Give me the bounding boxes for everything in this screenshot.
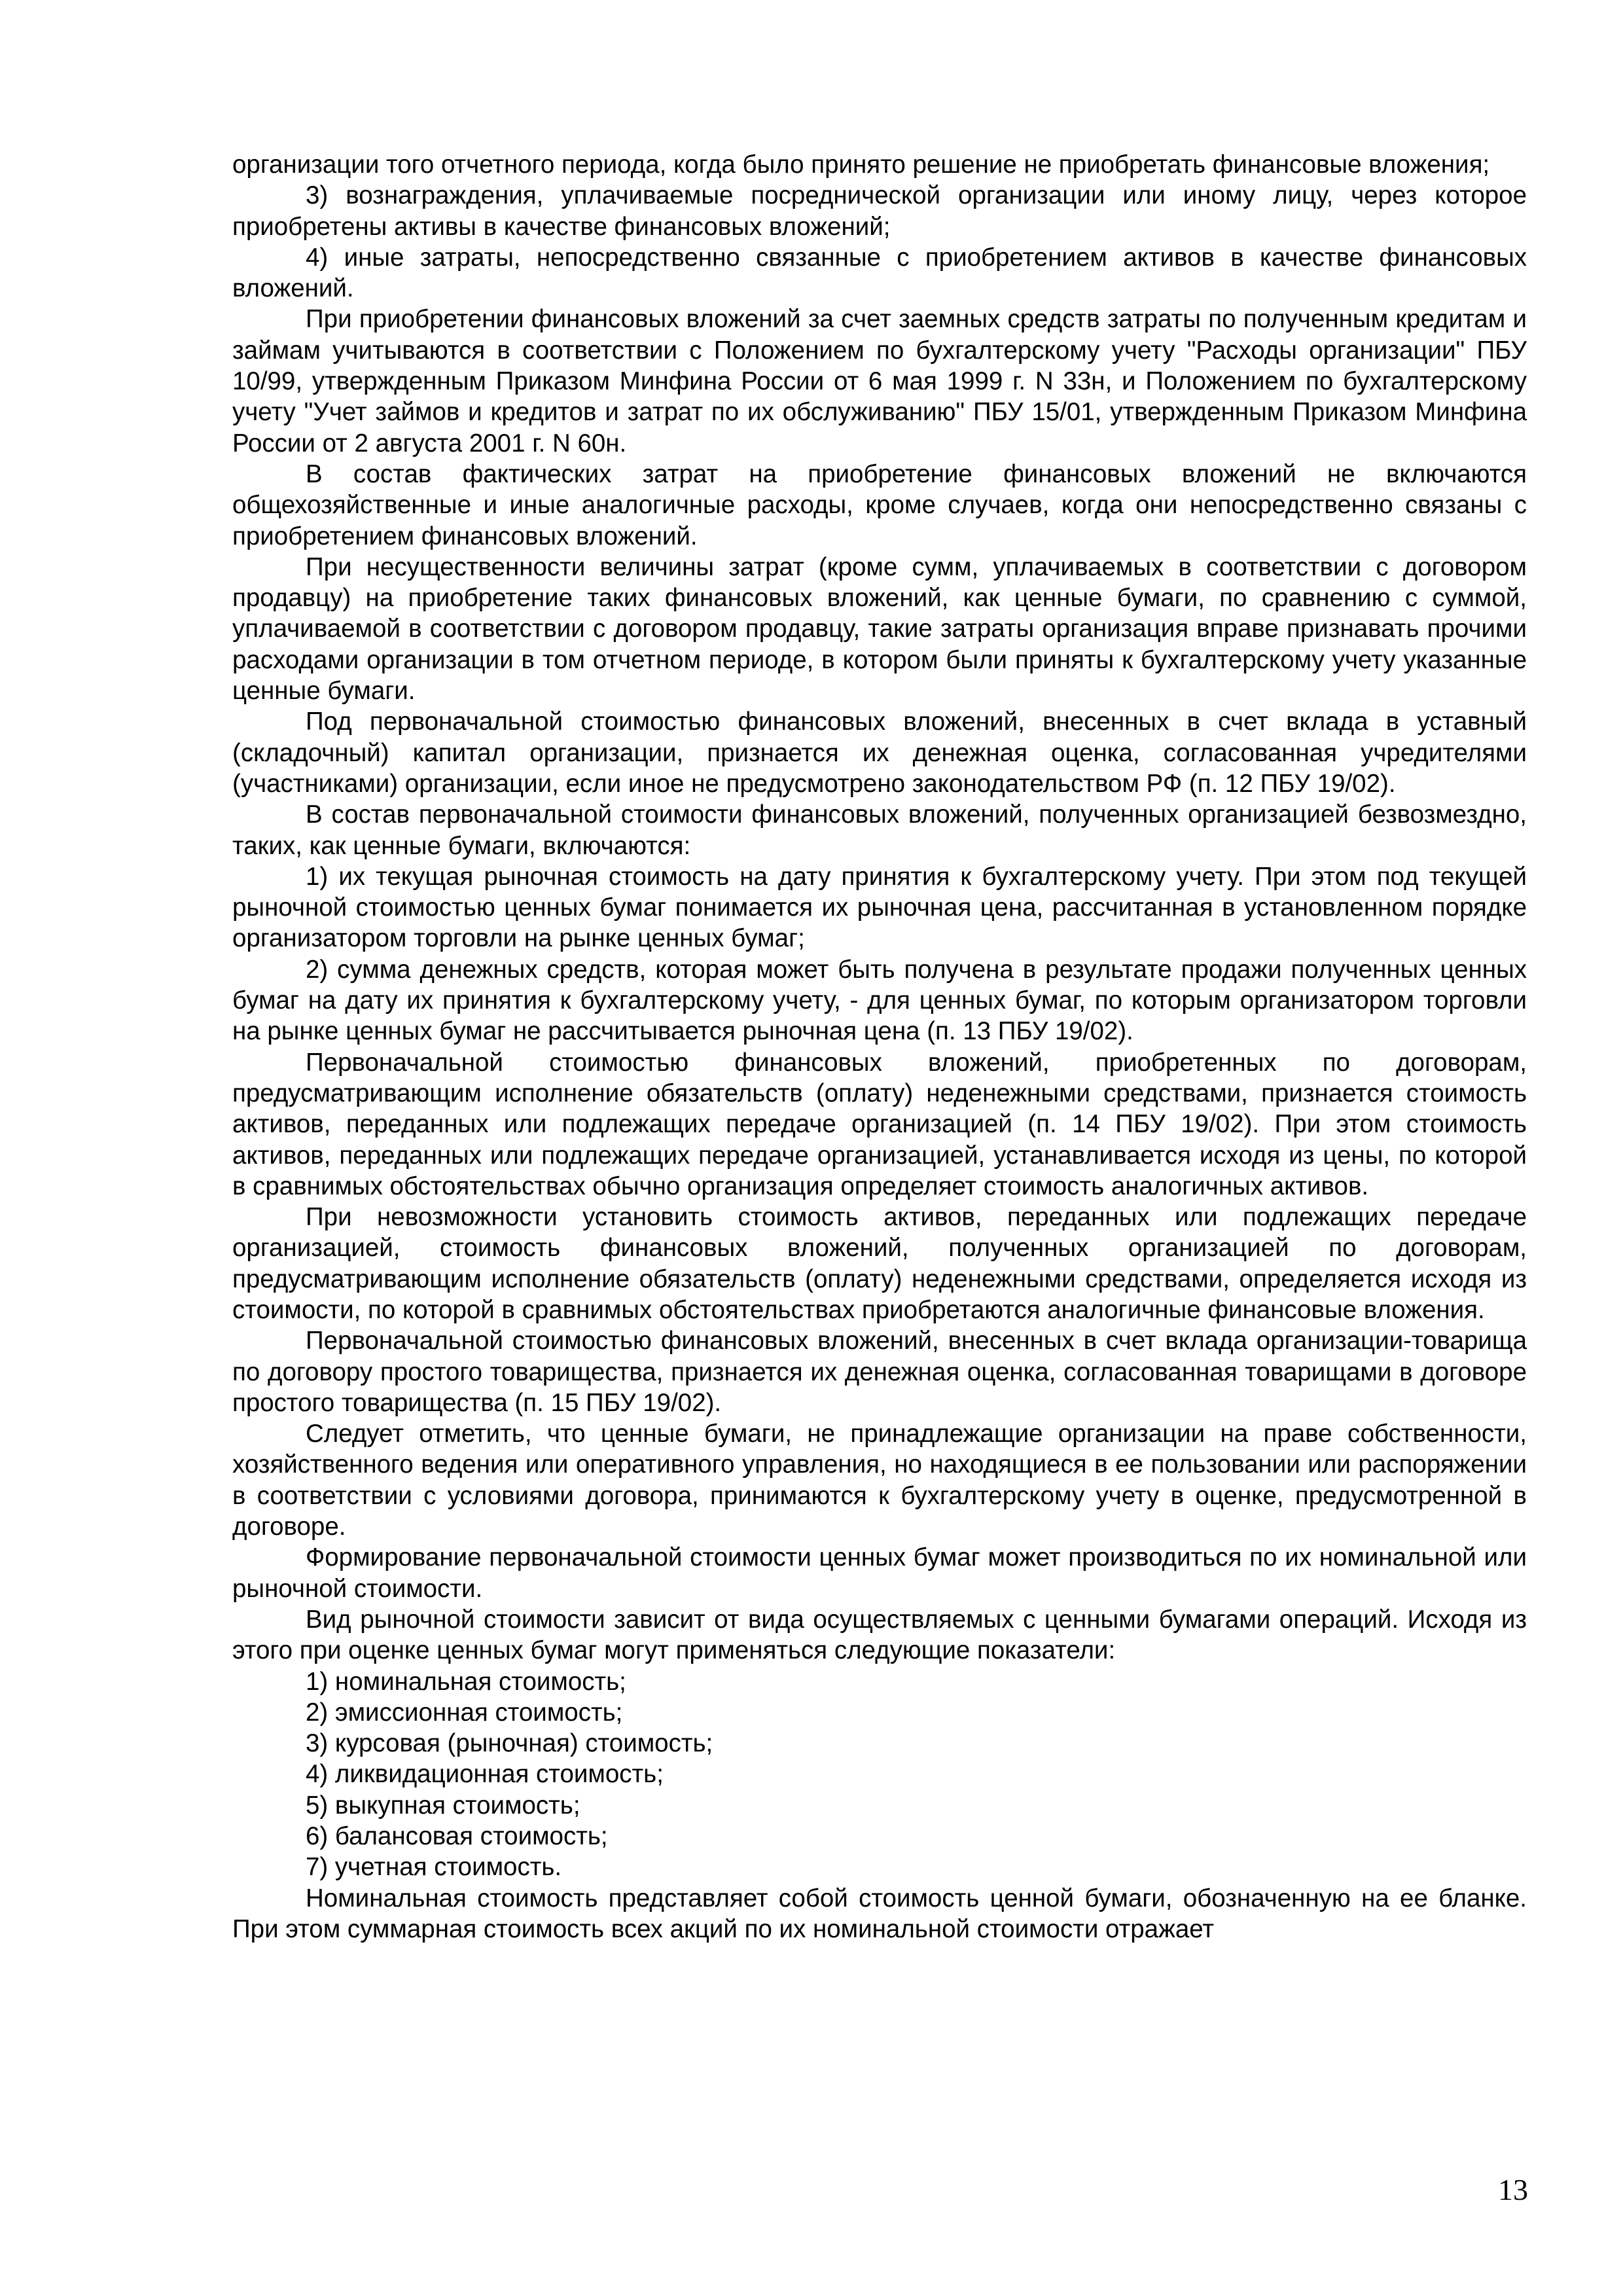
paragraph-item-3: 3) вознаграждения, уплачиваемые посреднической организации или иному лицу, через которое приобретены активы в качестве финансовых вложений; — [232, 181, 1527, 241]
paragraph-insignificant-costs: При несущественности величины затрат (кроме сумм, уплачиваемых в соответствии с договором продавцу) на приобретение таких финансовых вложений, как ценные бумаги, по сравнению с суммой, уплачиваемой в соответствии с договором продавцу, такие затраты организация вправе признавать прочими расходами организации в том отчетном периоде, в котором были приняты к бухгалтерскому учету указанные ценные бумаги. — [232, 552, 1527, 706]
list-item-redemption: 5) выкупная стоимость; — [306, 1791, 580, 1820]
list-item-nominal: 1) номинальная стоимость; — [306, 1667, 626, 1696]
paragraph-market-value-type: Вид рыночной стоимости зависит от вида осуществляемых с ценными бумагами операций. Исходя из этого при оценке ценных бумаг могут применяться следующие показатели: — [232, 1605, 1527, 1665]
paragraph-cash-amount: 2) сумма денежных средств, которая может быть получена в результате продажи полученных ценных бумаг на дату их принятия к бухгалтерскому учету, - для ценных бумаг, по которым организатором торговли на рынке ценных бумаг не рассчитывается рыночная цена (п. 13 ПБУ 19/02). — [232, 955, 1527, 1046]
paragraph-item-4: 4) иные затраты, непосредственно связанные с приобретением активов в качестве финансовых вложений. — [232, 243, 1527, 303]
list-item-emission: 2) эмиссионная стоимость; — [306, 1698, 623, 1727]
paragraph-charter-capital: Под первоначальной стоимостью финансовых вложений, внесенных в счет вклада в уставный (складочный) капитал организации, признается их денежная оценка, согласованная учредителями (участниками) организации, если иное не предусмотрено законодательством РФ (п. 12 ПБУ 19/02). — [232, 708, 1527, 798]
paragraph-impossibility: При невозможности установить стоимость активов, переданных или подлежащих передаче организацией, стоимость финансовых вложений, полученных организацией по договорам, предусматривающим исполнение обязательств (оплату) неденежными средствами, определяется исходя из стоимости, по которой в сравнимых обстоятельствах приобретаются аналогичные финансовые вложения. — [232, 1203, 1527, 1324]
paragraph-actual-costs: В состав фактических затрат на приобретение финансовых вложений не включаются общехозяйственные и иные аналогичные расходы, кроме случаев, когда они непосредственно связаны с приобретением финансовых вложений. — [232, 459, 1527, 550]
page-number: 13 — [1498, 2173, 1528, 2206]
paragraph-borrowed-funds: При приобретении финансовых вложений за счет заемных средств затраты по полученным кредитам и займам учитываются в соответствии с Положением по бухгалтерскому учету "Расходы организации" ПБУ 10/99, утвержденным Приказом Минфина России от 6 мая 1999 г. N 33н, и Положением по бухгалтерскому учету "Учет займов и кредитов и затрат по их обслуживанию" ПБУ 15/01, утвержденным Приказом Минфина России от 2 августа 2001 г. N 60н. — [232, 305, 1527, 457]
paragraph-nominal-value: Номинальная стоимость представляет собой стоимость ценной бумаги, обозначенную на ее бланке. При этом суммарная стоимость всех акций по их номинальной стоимости отражает — [232, 1884, 1527, 1943]
list-item-balance: 6) балансовая стоимость; — [306, 1822, 608, 1851]
list-item-market: 3) курсовая (рыночная) стоимость; — [306, 1729, 713, 1758]
document-body — [232, 149, 1527, 1945]
paragraph-initial-cost-formation: Формирование первоначальной стоимости ценных бумаг может производиться по их номинальной или рыночной стоимости. — [232, 1543, 1527, 1603]
list-item-liquidation: 4) ликвидационная стоимость; — [306, 1760, 664, 1789]
paragraph-non-cash-contracts: Первоначальной стоимостью финансовых вложений, приобретенных по договорам, предусматривающим исполнение обязательств (оплату) неденежными средствами, признается стоимость активов, переданных или подлежащих передаче организацией (п. 14 ПБУ 19/02). При этом стоимость активов, переданных или подлежащих передаче организацией, устанавливается исходя из цены, по которой в сравнимых обстоятельствах обычно организация определяет стоимость аналогичных активов. — [232, 1048, 1527, 1200]
list-item-accounting: 7) учетная стоимость. — [306, 1853, 562, 1882]
paragraph-continuation: организации того отчетного периода, когда было принято решение не приобретать финансовые вложения; — [232, 151, 1490, 179]
paragraph-not-owned-securities: Следует отметить, что ценные бумаги, не принадлежащие организации на праве собственности, хозяйственного ведения или оперативного управления, но находящиеся в ее пользовании или распоряжении в соответствии с условиями договора, принимаются к бухгалтерскому учету в оценке, предусмотренной в договоре. — [232, 1420, 1527, 1541]
paragraph-market-value: 1) их текущая рыночная стоимость на дату принятия к бухгалтерскому учету. При этом под текущей рыночной стоимостью ценных бумаг понимается их рыночная цена, рассчитанная в установленном порядке организатором торговли на рынке ценных бумаг; — [232, 862, 1527, 953]
paragraph-simple-partnership: Первоначальной стоимостью финансовых вложений, внесенных в счет вклада организации-товарища по договору простого товарищества, признается их денежная оценка, согласованная товарищами в договоре простого товарищества (п. 15 ПБУ 19/02). — [232, 1327, 1527, 1417]
paragraph-gratuitous: В состав первоначальной стоимости финансовых вложений, полученных организацией безвозмездно, таких, как ценные бумаги, включаются: — [232, 800, 1527, 860]
